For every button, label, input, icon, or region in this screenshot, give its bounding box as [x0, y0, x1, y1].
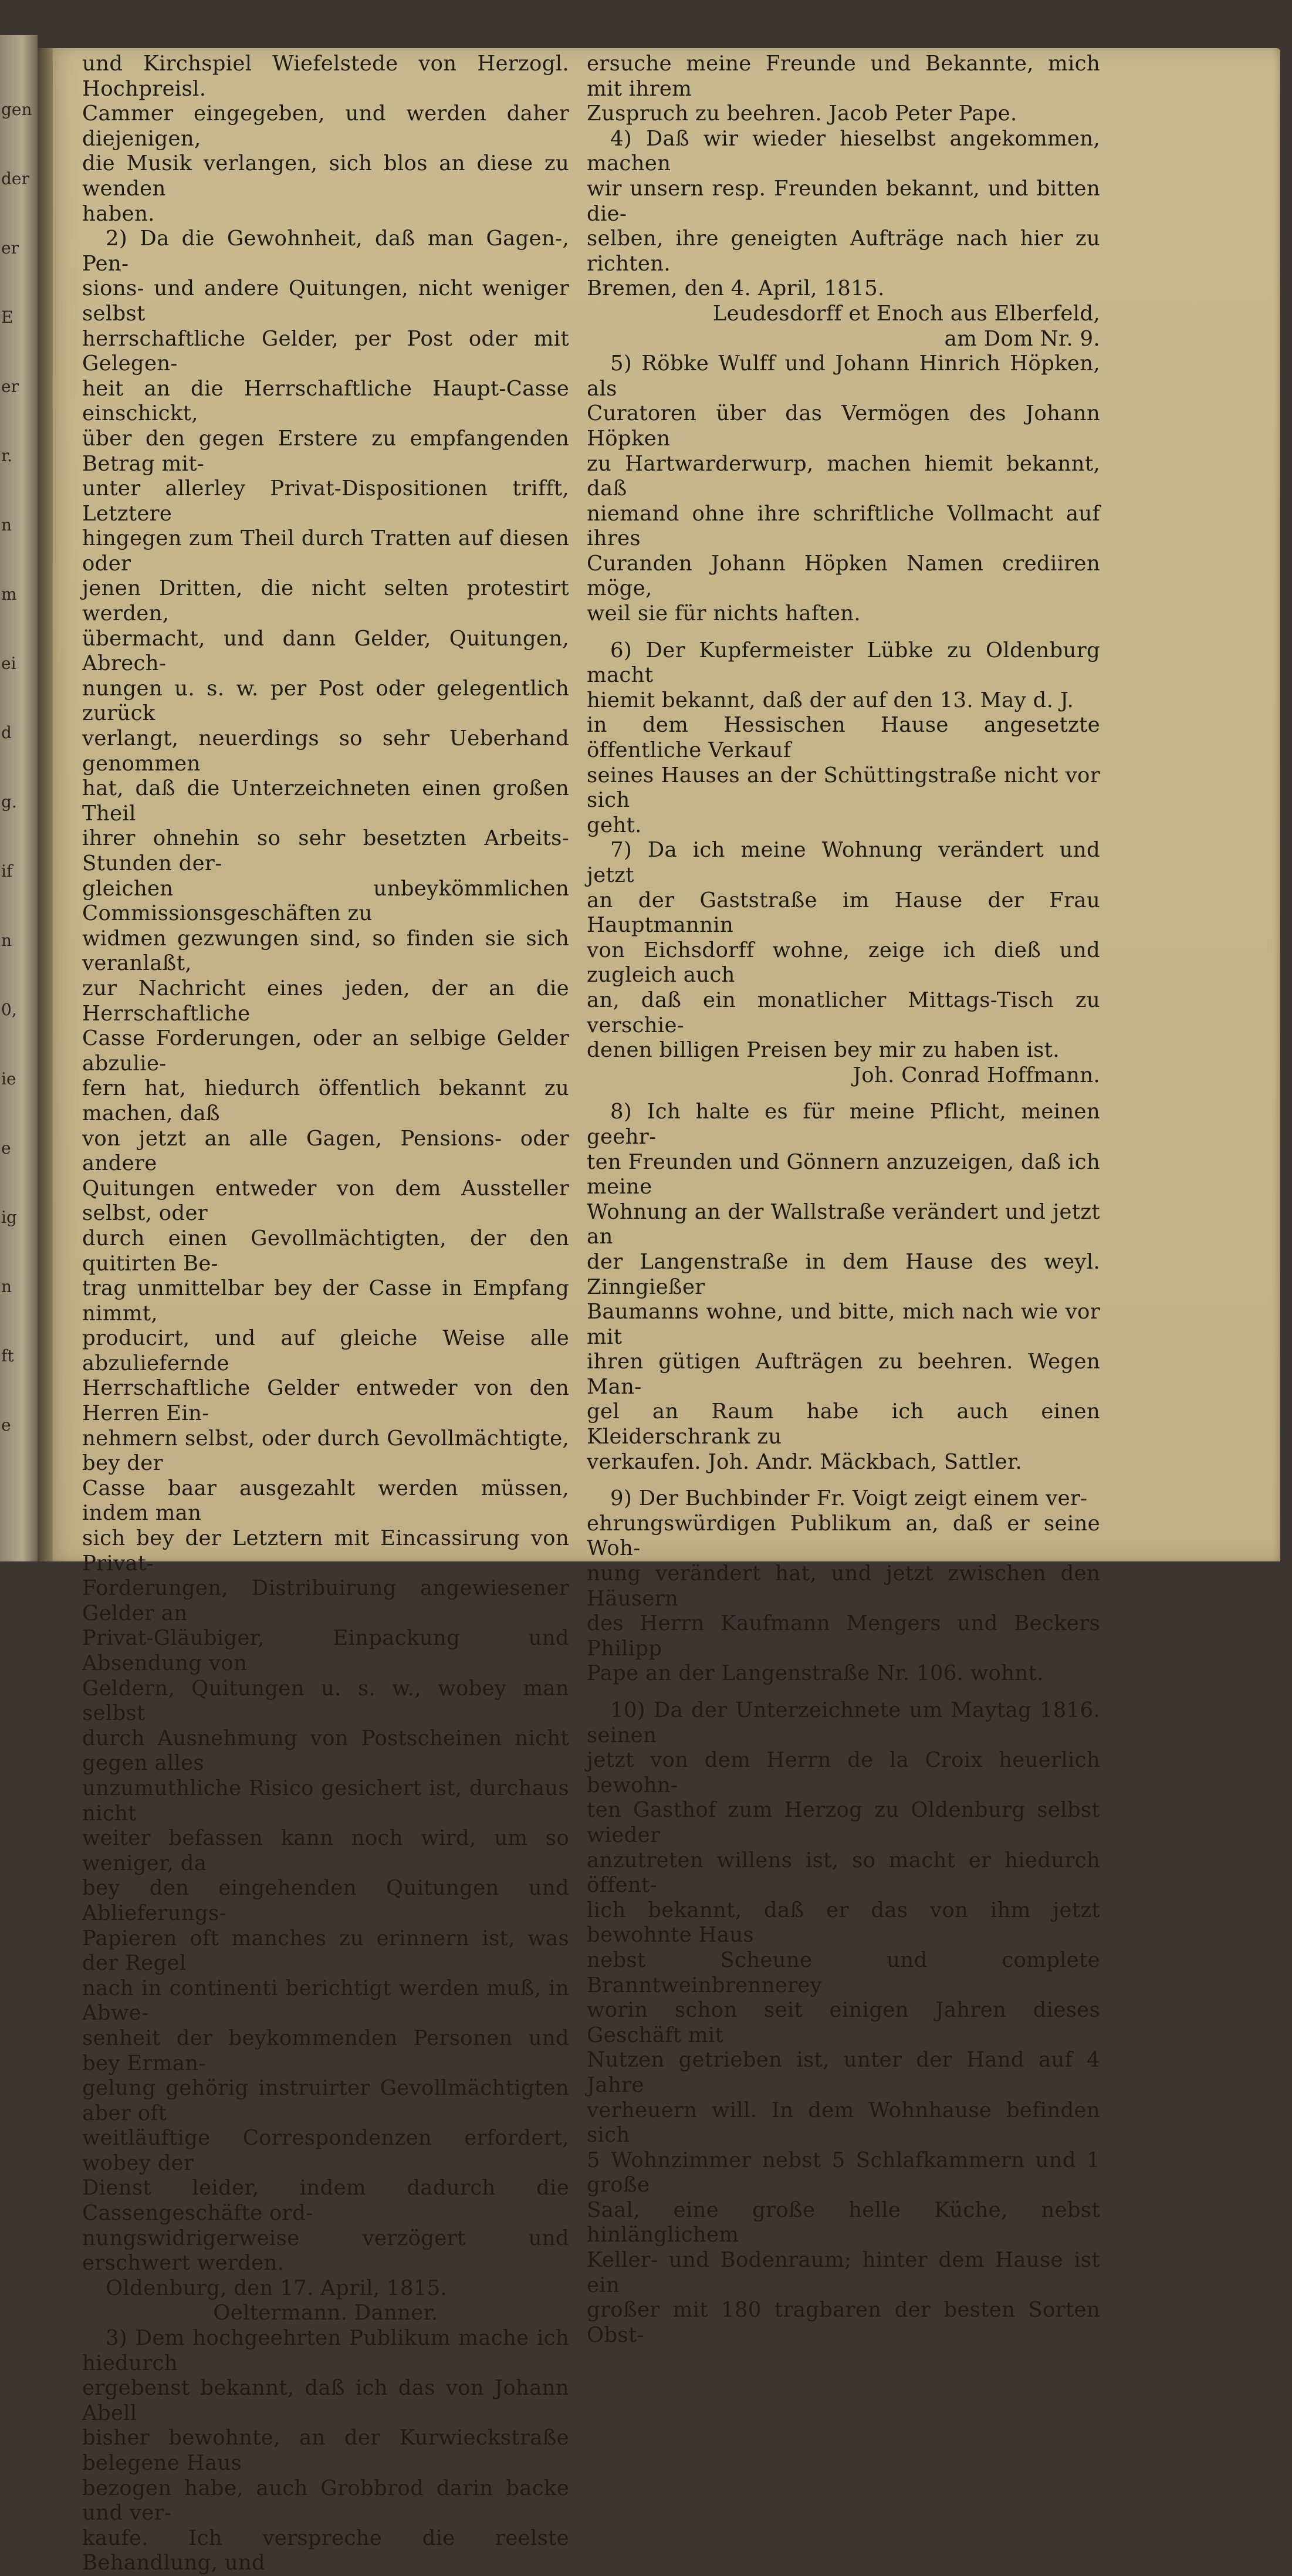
right-column	[587, 52, 1100, 2348]
previous-page-fragment: e	[1, 1415, 11, 1435]
notice-2-signers: Oeltermann. Danner.	[213, 2301, 438, 2325]
notice-5-text: 5) Röbke Wulff und Johann Hinrich Höpken, als Curatoren über das Vermögen des Johann Höpken zu Hartwarderwurp, machen hiemit bekannt, daß niemand ohne ihre schriftliche Vollmacht auf ihres Curanden Johann Höpken Namen crediiren möge, weil sie für nichts haften.	[587, 351, 1100, 626]
previous-page-fragment: ie	[1, 1069, 16, 1088]
previous-page-fragment: n	[1, 515, 12, 535]
previous-page-edge	[0, 35, 38, 1561]
notice-8-text: 8) Ich halte es für meine Pflicht, meinen geehr- ten Freunden und Gönnern anzuzeigen, daß ich meine Wohnung an der Wallstraße verändert und jetzt an der Langenstraße in dem Hause des weyl. Zinngießer Baumanns wohne, und bitte, mich nach wie vor mit ihren gütigen Aufträgen zu beehren. Wegen Man- gel an Raum habe ich auch einen Kleiderschrank zu verkaufen. Joh. Andr. Mäckbach, Sattler.	[587, 1100, 1100, 1474]
continuation-text: und Kirchspiel Wiefelstede von Herzogl. Hochpreisl. Cammer eingegeben, und werden daher diejenigen, die Musik verlangen, sich blos an diese zu wenden haben.	[82, 52, 569, 226]
left-column	[82, 52, 569, 2576]
previous-page-fragment: d	[1, 723, 12, 742]
notice-4-text: 4) Daß wir wieder hieselbst angekommen, machen wir unsern resp. Freunden bekannt, und bitten die- selben, ihre geneigten Aufträge nach hier zu richten. Bremen, den 4. April, 1815.	[587, 126, 1100, 301]
notice-7-signer: Joh. Conrad Hoffmann.	[853, 1063, 1100, 1087]
notice-9-text: 9) Der Buchbinder Fr. Voigt zeigt einem ver- ehrungswürdigen Publikum an, daß er seine Woh- nung verändert hat, und jetzt zwischen den Häusern des Herrn Kaufmann Mengers und Beckers Philipp Pape an der Langenstraße Nr. 106. wohnt.	[587, 1486, 1100, 1686]
notice-10-text: 10) Da der Unterzeichnete um Maytag 1816. seinen jetzt von dem Herrn de la Croix heuerlich bewohn- ten Gasthof zum Herzog zu Oldenburg selbst wieder anzutreten willens ist, so macht er hiedurch öffent- lich bekannt, daß er das von ihm jetzt bewohnte Haus nebst Scheune und complete Branntweinbrennerey worin schon seit einigen Jahren dieses Geschäft mit Nutzen getrieben ist, unter der Hand auf 4 Jahre verheuern will. In dem Wohnhause befinden sich 5 Wohnzimmer nebst 5 Schlafkammern und 1 große Saal, eine große helle Küche, nebst hinlänglichem Keller- und Bodenraum; hinter dem Hause ist ein großer mit 180 tragbaren der besten Sorten Obst-	[587, 1698, 1100, 2347]
previous-page-fragment: gen	[1, 100, 32, 119]
previous-page-fragment: n	[1, 931, 12, 950]
previous-page-fragment: ig	[1, 1208, 17, 1227]
book-gutter	[38, 48, 53, 1561]
previous-page-fragment: er	[1, 238, 19, 258]
previous-page-fragment: ei	[1, 654, 16, 673]
previous-page-fragment: e	[1, 1138, 11, 1158]
previous-page-fragment: r.	[1, 446, 13, 465]
notice-7-text: 7) Da ich meine Wohnung verändert und jetzt an der Gaststraße im Hause der Frau Hauptmannin von Eichsdorff wohne, zeige ich dieß und zugleich auch an, daß ein monatlicher Mittags-Tisch zu verschie- denen billigen Preisen bey mir zu haben ist.	[587, 838, 1100, 1063]
previous-page-fragment: m	[1, 584, 17, 604]
previous-page-fragment: ft	[1, 1346, 14, 1365]
previous-page-fragment: der	[1, 169, 29, 188]
previous-page-fragment: E	[1, 307, 13, 327]
notice-4-signers: Leudesdorff et Enoch aus Elberfeld, am Dom Nr. 9.	[712, 301, 1100, 351]
previous-page-fragment: er	[1, 377, 19, 396]
previous-page-fragment: n	[1, 1277, 12, 1296]
previous-page-fragment: if	[1, 861, 13, 881]
notice-3-text: 3) Dem hochgeehrten Publikum mache ich hiedurch ergebenst bekannt, daß ich das von Johann Abell bisher bewohnte, an der Kurwieckstraße belegene Haus bezogen habe, auch Grobbrod darin backe und ver- kaufe. Ich verspreche die reelste Behandlung, und	[82, 2326, 569, 2575]
notice-2-text: 2) Da die Gewohnheit, daß man Gagen-, Pen- sions- und andere Quitungen, nicht weniger selbst herrschaftliche Gelder, per Post oder mit Gelegen- heit an die Herrschaftliche Haupt-Casse einschickt, über den gegen Erstere zu empfangenden Betrag mit- unter allerley Privat-Dispositionen trifft, Letztere hingegen zum Theil durch Tratten auf diesen oder jenen Dritten, die nicht selten protestirt werden, übermacht, und dann Gelder, Quitungen, Abrech- nungen u. s. w. per Post oder gelegentlich zurück verlangt, neuerdings so sehr Ueberhand genommen hat, daß die Unterzeichneten einen großen Theil ihrer ohnehin so sehr besetzten Arbeits-Stunden der- gleichen unbeykömmlichen Commissionsgeschäften zu widmen gezwungen sind, so finden sie sich veranlaßt, zur Nachricht eines jeden, der an die Herrschaftliche Casse Forderungen, oder an selbige Gelder abzulie- fern hat, hiedurch öffentlich bekannt zu machen, daß von jetzt an alle Gagen, Pensions- oder andere Quitungen entweder von dem Aussteller selbst, oder durch einen Gevollmächtigten, der den quitirten Be- trag unmittelbar bey der Casse in Empfang nimmt, producirt, und auf gleiche Weise alle abzuliefernde Herrschaftliche Gelder entweder von den Herren Ein- nehmern selbst, oder durch Gevollmächtigte, bey der Casse baar ausgezahlt werden müssen, indem man sich bey der Letztern mit Eincassirung von Privat- Forderungen, Distribuirung angewiesener Gelder an Privat-Gläubiger, Einpackung und Absendung von Geldern, Quitungen u. s. w., wobey man selbst durch Ausnehmung von Postscheinen nicht gegen alles unzumuthliche Risico gesichert ist, durchaus nicht weiter befassen kann noch wird, um so weniger, da bey den eingehenden Quitungen und Ablieferungs- Papieren oft manches zu erinnern ist, was der Regel nach in continenti berichtigt werden muß, in Abwe- senheit der beykommenden Personen und bey Erman- gelung gehörig instruirter Gevollmächtigten aber oft weitläuftige Correspondenzen erfordert, wobey der Dienst leider, indem dadurch die Cassengeschäfte ord- nungswidrigerweise verzögert und erschwert werden.	[82, 227, 569, 2276]
notice-6-text: 6) Der Kupfermeister Lübke zu Oldenburg macht hiemit bekannt, daß der auf den 13. May d. J. in dem Hessischen Hause angesetzte öffentliche Verkauf seines Hauses an der Schüttingstraße nicht vor sich geht.	[587, 638, 1100, 837]
previous-page-fragment: 0,	[1, 1000, 17, 1019]
notice-3-end: ersuche meine Freunde und Bekannte, mich mit ihrem Zuspruch zu beehren. Jacob Peter Pape.	[587, 52, 1100, 126]
notice-2-date: Oldenburg, den 17. April, 1815.	[106, 2276, 448, 2300]
previous-page-fragment: g.	[1, 792, 17, 812]
